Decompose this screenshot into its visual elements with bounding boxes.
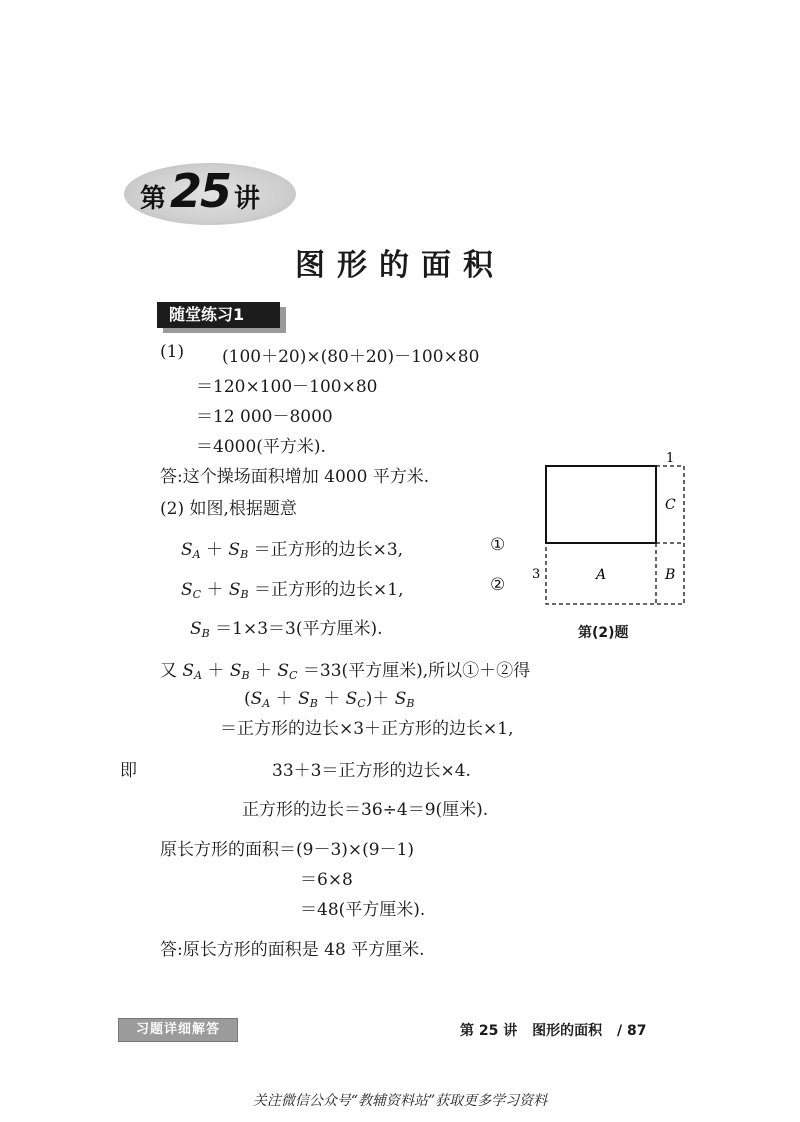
footer-lecture: 第 25 讲: [460, 1023, 518, 1039]
footer-topic: 图形的面积: [532, 1023, 603, 1039]
original-rectangle: [546, 466, 656, 543]
equation-9: 原长方形的面积＝(9－3)×(9－1): [160, 840, 415, 860]
bottom-note: 关注微信公众号“教辅资料站”获取更多学习资料: [252, 1093, 548, 1109]
equation-8: 正方形的边长＝36÷4＝9(厘米).: [242, 800, 489, 820]
equation-7: 33＋3＝正方形的边长×4.: [272, 761, 471, 781]
equation-4: 又 $S_A + S_B + S_C =33$(平方厘米),所以①＋②得: [160, 661, 531, 682]
part1-line4: ＝4000(平方米).: [196, 437, 326, 457]
section-tag: 随堂练习1: [157, 302, 280, 328]
lecture-suffix: 讲: [234, 184, 261, 214]
part1-label: (1): [160, 342, 185, 362]
equation-1: $S_A + S_B$ ＝正方形的边长×3,: [181, 540, 404, 561]
page-title: 图形的面积: [295, 248, 505, 283]
label-top: 1: [666, 451, 675, 466]
equation-6: ＝正方形的边长×3＋正方形的边长×1,: [220, 719, 514, 739]
figure-caption: 第(2)题: [578, 625, 629, 641]
part1-line3: ＝12 000－8000: [196, 407, 333, 427]
equation-11: ＝48(平方厘米).: [300, 900, 426, 920]
part1-line1: (100＋20)×(80＋20)－100×80: [222, 347, 480, 367]
label-left: 3: [532, 567, 541, 582]
part2-answer: 答:原长方形的面积是 48 平方厘米.: [160, 940, 425, 960]
equation-5: $(S_A + S_B + S_C)+ S_B$: [244, 689, 415, 710]
ji-label: 即: [120, 761, 137, 781]
symbol-s: S: [181, 540, 193, 560]
part1-answer: 答:这个操场面积增加 4000 平方米.: [160, 467, 430, 487]
region-b: B: [665, 567, 676, 583]
footer-tag: 习题详细解答: [118, 1018, 238, 1042]
lecture-number: 25: [170, 164, 231, 218]
page-number: / 87: [616, 1023, 647, 1039]
part1-line2: ＝120×100－100×80: [196, 377, 378, 397]
footer-running-head: [460, 1020, 656, 1040]
equation-3: $S_B =1\times 3=3$(平方厘米).: [190, 619, 383, 640]
equation-2-marker: ②: [490, 575, 506, 595]
region-c: C: [665, 497, 676, 513]
part2-intro: (2) 如图,根据题意: [160, 499, 297, 519]
equation-2: $S_C + S_B$ ＝正方形的边长×1,: [181, 580, 404, 601]
lecture-prefix: 第: [140, 184, 167, 214]
rectangle-diagram: [520, 450, 700, 610]
lecture-badge: [140, 164, 260, 220]
equation-10: ＝6×8: [300, 870, 353, 890]
equation-1-marker: ①: [490, 535, 506, 555]
square-outline: [546, 466, 684, 604]
region-a: A: [596, 567, 607, 583]
